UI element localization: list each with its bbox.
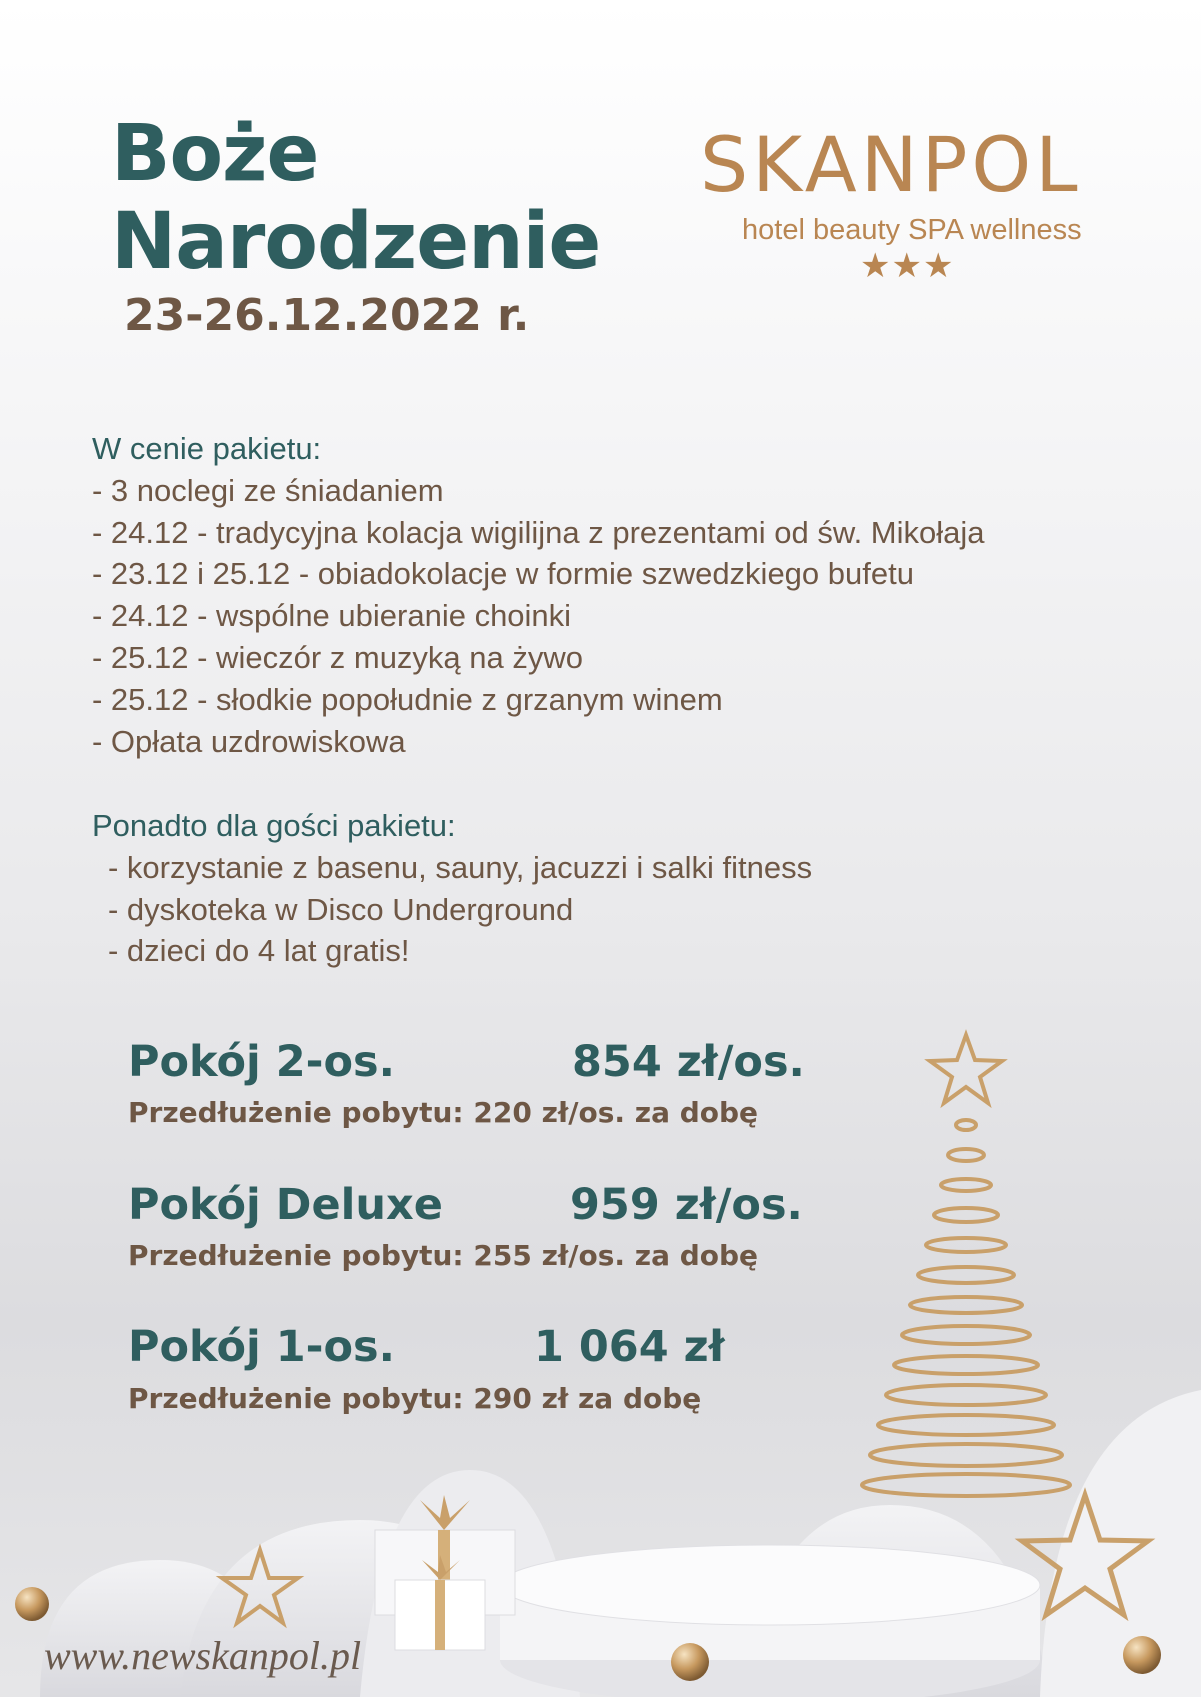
podium-top xyxy=(500,1545,1040,1625)
logo-stars: ★★★ xyxy=(860,246,955,286)
title-line-1: Boże xyxy=(111,109,319,199)
list-item: - korzystanie z basenu, sauny, jacuzzi i salki fitness xyxy=(108,849,813,885)
gold-ball-icon xyxy=(1123,1636,1161,1674)
room-extension-single: Przedłużenie pobytu: 290 zł za dobę xyxy=(128,1382,702,1415)
spiral-tree-icon xyxy=(862,1120,1070,1496)
package-heading: W cenie pakietu: xyxy=(92,431,322,466)
extras-heading: Ponadto dla gości pakietu: xyxy=(92,808,456,843)
room-name-single: Pokój 1-os. xyxy=(128,1322,395,1372)
list-item: - 23.12 i 25.12 - obiadokolacje w formie szwedzkiego bufetu xyxy=(92,556,914,592)
room-price-deluxe: 959 zł/os. xyxy=(570,1180,803,1230)
list-item: - 3 noclegi ze śniadaniem xyxy=(92,472,444,508)
room-price-double: 854 zł/os. xyxy=(572,1037,805,1087)
room-name-deluxe: Pokój Deluxe xyxy=(128,1180,443,1230)
list-item: - dyskoteka w Disco Underground xyxy=(108,891,574,927)
event-date: 23-26.12.2022 r. xyxy=(124,290,530,341)
list-item: - 25.12 - wieczór z muzyką na żywo xyxy=(92,639,584,675)
list-item: - 24.12 - tradycyjna kolacja wigilijna z prezentami od św. Mikołaja xyxy=(92,514,985,550)
gold-ball-icon xyxy=(15,1587,49,1621)
room-name-double: Pokój 2-os. xyxy=(128,1037,395,1087)
room-extension-double: Przedłużenie pobytu: 220 zł/os. za dobę xyxy=(128,1096,759,1129)
list-item: - Opłata uzdrowiskowa xyxy=(92,723,406,759)
tree-top-star-icon xyxy=(930,1035,1002,1103)
list-item: - 24.12 - wspólne ubieranie choinki xyxy=(92,598,572,634)
gold-ball-icon xyxy=(671,1643,709,1681)
list-item: - 25.12 - słodkie popołudnie z grzanym winem xyxy=(92,681,723,717)
logo-wordmark: SKANPOL xyxy=(700,120,1082,209)
dome-shape xyxy=(1040,1390,1201,1697)
room-price-single: 1 064 zł xyxy=(534,1322,725,1372)
logo-tagline: hotel beauty SPA wellness xyxy=(742,214,1082,246)
title-line-2: Narodzenie xyxy=(111,197,601,287)
website-url: www.newskanpol.pl xyxy=(44,1633,362,1678)
list-item: - dzieci do 4 lat gratis! xyxy=(108,933,410,969)
room-extension-deluxe: Przedłużenie pobytu: 255 zł/os. za dobę xyxy=(128,1239,759,1272)
